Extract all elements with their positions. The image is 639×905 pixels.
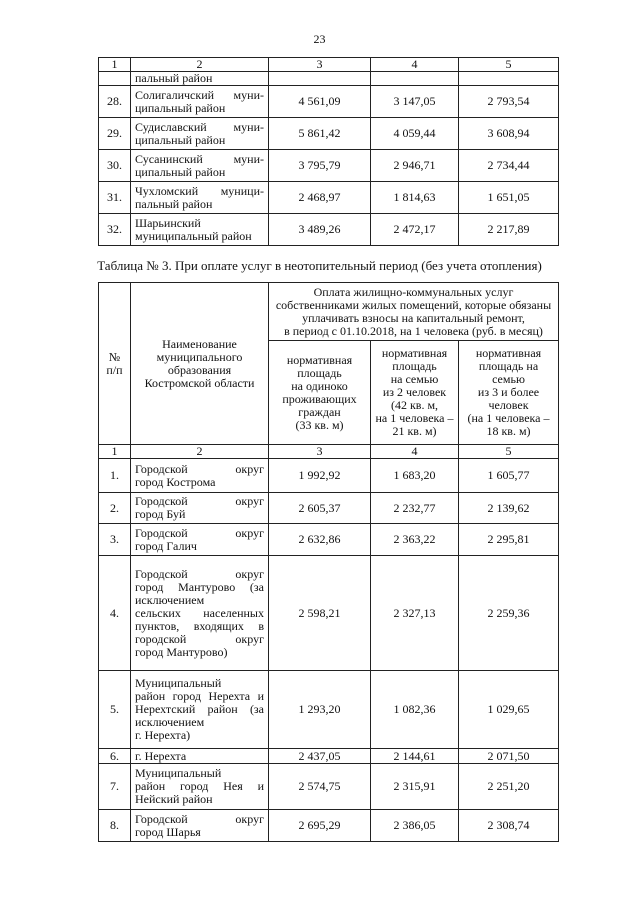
name-line: исключением bbox=[135, 592, 205, 607]
row-name bbox=[131, 86, 269, 118]
row-num: 32. bbox=[99, 214, 131, 246]
row-value-col3: 2 695,29 bbox=[269, 810, 371, 842]
row-value-col4: 2 386,05 bbox=[371, 810, 459, 842]
header-col3: нормативная площадь на одиноко проживающих граждан (33 кв. м) bbox=[269, 341, 371, 445]
row-num: 28. bbox=[99, 86, 131, 118]
row-value bbox=[371, 72, 459, 86]
name-line: Городской округ bbox=[135, 566, 264, 581]
row-num: 30. bbox=[99, 150, 131, 182]
column-number: 5 bbox=[459, 445, 559, 459]
row-value-col5: 1 605,77 bbox=[459, 459, 559, 493]
row-value-col4: 1 814,63 bbox=[371, 182, 459, 214]
name-line: Сусанинский муни- bbox=[135, 151, 264, 166]
row-num: 7. bbox=[99, 764, 131, 810]
row-num: 3. bbox=[99, 524, 131, 556]
row-value-col3: 2 468,97 bbox=[269, 182, 371, 214]
name-line: Муниципальный bbox=[135, 766, 222, 780]
name-line: Городской округ bbox=[135, 461, 264, 476]
name-line: Городской округ bbox=[135, 525, 264, 540]
table-row bbox=[99, 749, 559, 764]
row-num: 8. bbox=[99, 810, 131, 842]
row-value-col3: 1 293,20 bbox=[269, 671, 371, 749]
table-row bbox=[99, 182, 559, 214]
row-name bbox=[131, 524, 269, 556]
row-num: 4. bbox=[99, 556, 131, 671]
row-value-col5: 1 651,05 bbox=[459, 182, 559, 214]
column-numbers-row bbox=[99, 445, 559, 459]
column-number: 2 bbox=[131, 58, 269, 72]
name-line: Шарьинский bbox=[135, 215, 201, 230]
row-value-col3: 2 574,75 bbox=[269, 764, 371, 810]
table-continuation bbox=[98, 57, 559, 246]
table-caption: Таблица № 3. При оплате услуг в неотопительный период (без учета отопления) bbox=[97, 258, 542, 273]
row-name bbox=[131, 459, 269, 493]
row-value-col5: 2 139,62 bbox=[459, 493, 559, 524]
column-number: 4 bbox=[371, 58, 459, 72]
name-line: Чухломский муници- bbox=[135, 183, 264, 198]
page-number: 23 bbox=[313, 32, 326, 46]
row-value-col3: 2 437,05 bbox=[269, 749, 371, 764]
row-value-col4: 4 059,44 bbox=[371, 118, 459, 150]
row-value-col4: 2 946,71 bbox=[371, 150, 459, 182]
row-value-col4: 2 472,17 bbox=[371, 214, 459, 246]
row-num bbox=[99, 72, 131, 86]
row-value-col3: 3 489,26 bbox=[269, 214, 371, 246]
row-value-col5: 2 071,50 bbox=[459, 749, 559, 764]
row-value-col5: 3 608,94 bbox=[459, 118, 559, 150]
table-row bbox=[99, 86, 559, 118]
row-num: 31. bbox=[99, 182, 131, 214]
name-line: ципальный район bbox=[135, 132, 226, 147]
row-name bbox=[131, 150, 269, 182]
name-line: сельских населенных bbox=[135, 605, 264, 620]
row-value-col5: 2 295,81 bbox=[459, 524, 559, 556]
column-number: 3 bbox=[269, 445, 371, 459]
name-line: пальный район bbox=[135, 196, 213, 211]
name-line: Нейский район bbox=[135, 792, 213, 806]
table-row bbox=[99, 214, 559, 246]
column-numbers-row bbox=[99, 58, 559, 72]
name-line: Городской округ bbox=[135, 811, 264, 826]
row-value-col4: 2 363,22 bbox=[371, 524, 459, 556]
name-line: город Кострома bbox=[135, 474, 216, 489]
header-name: Наименование муниципального образования Костромской области bbox=[131, 283, 269, 445]
row-value-col4: 1 082,36 bbox=[371, 671, 459, 749]
header-col5: нормативная площадь на семью из 3 и более человек (на 1 человека – 18 кв. м) bbox=[459, 341, 559, 445]
name-line: район город Нея и bbox=[135, 779, 264, 793]
column-number: 1 bbox=[99, 58, 131, 72]
row-value-col3: 3 795,79 bbox=[269, 150, 371, 182]
row-num: 1. bbox=[99, 459, 131, 493]
row-value-col3: 4 561,09 bbox=[269, 86, 371, 118]
row-num: 6. bbox=[99, 749, 131, 764]
name-line: ципальный район bbox=[135, 100, 226, 115]
name-line: исключением bbox=[135, 715, 205, 729]
name-line: пунктов, входящих в bbox=[135, 618, 264, 633]
table-row bbox=[99, 493, 559, 524]
row-value-col4: 1 683,20 bbox=[371, 459, 459, 493]
row-name bbox=[131, 556, 269, 671]
row-value-col5: 2 251,20 bbox=[459, 764, 559, 810]
row-num: 29. bbox=[99, 118, 131, 150]
name-line: г. Нерехта) bbox=[135, 728, 191, 742]
name-line: Муниципальный bbox=[135, 676, 222, 690]
row-value-col4: 2 315,91 bbox=[371, 764, 459, 810]
name-line: муниципальный район bbox=[135, 228, 252, 243]
row-value-col5: 2 217,89 bbox=[459, 214, 559, 246]
header-num: № п/п bbox=[99, 283, 131, 445]
name-line: г. Нерехта bbox=[135, 748, 187, 763]
row-value-col3: 5 861,42 bbox=[269, 118, 371, 150]
header-group: Оплата жилищно-коммунальных услуг собственниками жилых помещений, которые обязаны уплачивать взносы на капитальный ремонт, в период с 01.10.2018, на 1 человека (руб. в месяц) bbox=[269, 283, 559, 341]
row-name: пальный район bbox=[131, 72, 269, 86]
row-name bbox=[131, 182, 269, 214]
row-value-col3: 2 598,21 bbox=[269, 556, 371, 671]
name-line: город Буй bbox=[135, 507, 186, 521]
column-number: 4 bbox=[371, 445, 459, 459]
row-value-col5: 2 793,54 bbox=[459, 86, 559, 118]
table-row bbox=[99, 556, 559, 671]
name-line: Нерехтский район (за bbox=[135, 702, 264, 716]
column-number: 3 bbox=[269, 58, 371, 72]
column-number: 5 bbox=[459, 58, 559, 72]
row-value-col5: 2 308,74 bbox=[459, 810, 559, 842]
table-row bbox=[99, 72, 559, 86]
row-value-col4: 2 144,61 bbox=[371, 749, 459, 764]
name-line: город Мантурово) bbox=[135, 644, 228, 659]
row-value-col4: 2 232,77 bbox=[371, 493, 459, 524]
row-value-col5: 2 734,44 bbox=[459, 150, 559, 182]
name-line: город Галич bbox=[135, 538, 197, 553]
name-line: город Шарья bbox=[135, 824, 201, 839]
row-name bbox=[131, 764, 269, 810]
row-value-col3: 2 632,86 bbox=[269, 524, 371, 556]
column-number: 2 bbox=[131, 445, 269, 459]
row-value-col3: 1 992,92 bbox=[269, 459, 371, 493]
table-row bbox=[99, 118, 559, 150]
row-value-col5: 1 029,65 bbox=[459, 671, 559, 749]
row-name bbox=[131, 214, 269, 246]
row-value bbox=[269, 72, 371, 86]
name-line: город Мантурово (за bbox=[135, 579, 264, 594]
name-line: ципальный район bbox=[135, 164, 226, 179]
row-value-col5: 2 259,36 bbox=[459, 556, 559, 671]
table-row bbox=[99, 150, 559, 182]
row-num: 5. bbox=[99, 671, 131, 749]
table-row bbox=[99, 764, 559, 810]
row-name bbox=[131, 493, 269, 524]
row-name bbox=[131, 118, 269, 150]
name-line: городской округ bbox=[135, 631, 264, 646]
row-value bbox=[459, 72, 559, 86]
table-row bbox=[99, 671, 559, 749]
row-name bbox=[131, 810, 269, 842]
header-col4: нормативная площадь на семью из 2 человек (42 кв. м, на 1 человека – 21 кв. м) bbox=[371, 341, 459, 445]
table-row bbox=[99, 459, 559, 493]
row-value-col4: 3 147,05 bbox=[371, 86, 459, 118]
row-name bbox=[131, 749, 269, 764]
name-line: Городской округ bbox=[135, 494, 264, 508]
row-name bbox=[131, 671, 269, 749]
table-row bbox=[99, 524, 559, 556]
row-value-col4: 2 327,13 bbox=[371, 556, 459, 671]
table-row bbox=[99, 810, 559, 842]
column-number: 1 bbox=[99, 445, 131, 459]
row-value-col3: 2 605,37 bbox=[269, 493, 371, 524]
row-num: 2. bbox=[99, 493, 131, 524]
name-line: район город Нерехта и bbox=[135, 689, 264, 703]
table-3 bbox=[98, 282, 559, 842]
name-line: Судиславский муни- bbox=[135, 119, 264, 134]
name-line: Солигаличский муни- bbox=[135, 87, 264, 102]
